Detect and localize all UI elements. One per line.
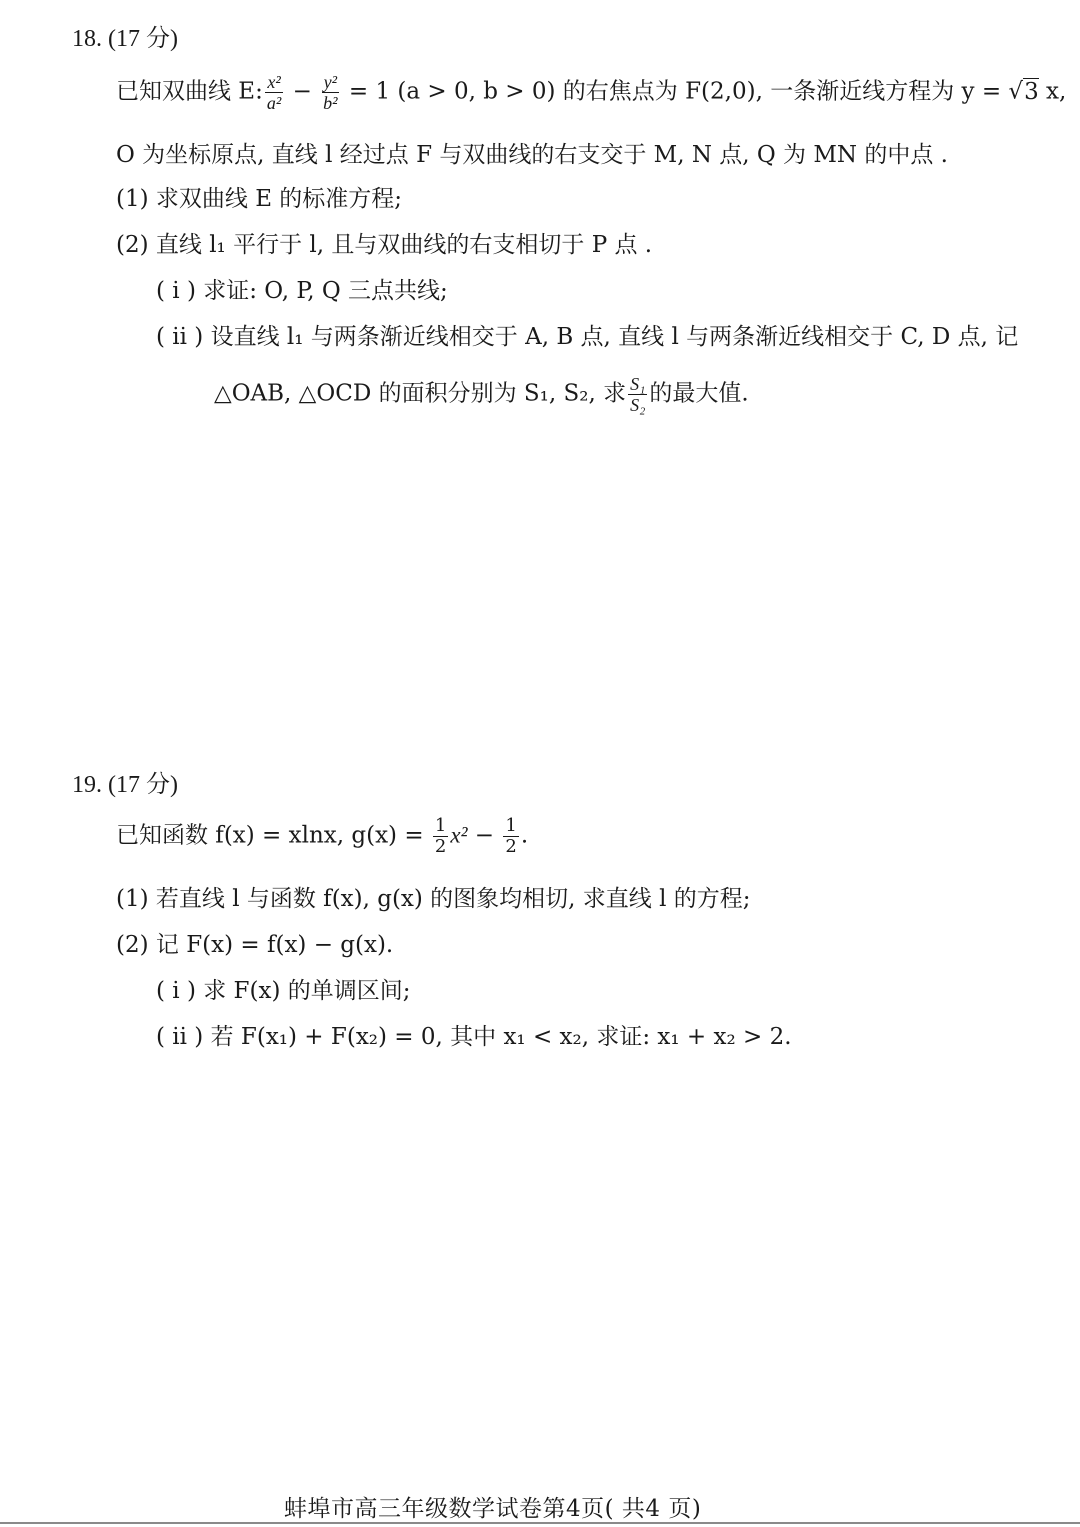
q19-intro (116, 816, 528, 857)
q19-intro-prefix: 已知函数 f(x) = xlnx, g(x) = (116, 822, 431, 849)
q19-minus: − (467, 822, 502, 849)
q18-minus: − (285, 78, 320, 105)
q19-half-2 (503, 816, 518, 857)
q18-intro-prefix: 已知双曲线 E: (116, 78, 263, 105)
q19-part1: (1) 若直线 l 与函数 f(x), g(x) 的图象均相切, 求直线 l 的方程; (116, 886, 751, 912)
q19-header: 19. (17 分) (72, 772, 178, 798)
q18-frac1-num: x² (267, 72, 281, 92)
q19-half2-den: 2 (505, 836, 517, 857)
q18-ratio-den: S₂ (630, 395, 646, 415)
q18-part2ii-cont (214, 374, 749, 415)
q18-frac1-den: a² (266, 93, 282, 113)
q18-header: 18. (17 分) (72, 26, 178, 52)
page-footer: 蚌埠市高三年级数学试卷第4页( 共4 页) (284, 1496, 702, 1522)
q18-part2i: ( ⅰ ) 求证: O, P, Q 三点共线; (156, 278, 448, 304)
q18-part1: (1) 求双曲线 E 的标准方程; (116, 186, 403, 212)
q18-part2ii-cont-prefix: △OAB, △OCD 的面积分别为 S₁, S₂, 求 (214, 380, 627, 407)
q18-intro-mid: = 1 (a > 0, b > 0) 的右焦点为 F(2,0), 一条渐近线方程为 y = (341, 78, 1009, 105)
q18-intro-end: x, (1038, 78, 1067, 105)
page-bottom-edge (0, 1522, 1080, 1524)
q18-part2ii-cont-suffix: 的最大值. (649, 380, 749, 407)
q19-part2i: ( ⅰ ) 求 F(x) 的单调区间; (156, 978, 411, 1004)
q18-intro (116, 72, 1066, 113)
q19-intro-end: . (520, 822, 529, 849)
q19-part2: (2) 记 F(x) = f(x) − g(x). (116, 932, 394, 958)
q19-part2ii: ( ⅱ ) 若 F(x₁) + F(x₂) = 0, 其中 x₁ < x₂, 求证: x₁ + x₂ > 2. (156, 1024, 792, 1050)
q19-half-num: 1 (434, 815, 447, 836)
q18-frac-y2-b2 (321, 72, 339, 113)
q18-ratio-num: S₁ (630, 374, 646, 394)
q19-half-den: 2 (434, 836, 447, 857)
q18-part2ii: ( ⅱ ) 设直线 l₁ 与两条渐近线相交于 A, B 点, 直线 l 与两条渐近线相交于 C, D 点, 记 (156, 324, 1019, 350)
q18-ratio (628, 374, 647, 415)
q19-x-sq: x² (450, 822, 468, 848)
q18-frac2-num: y² (323, 72, 338, 92)
q18-part2: (2) 直线 l₁ 平行于 l, 且与双曲线的右支相切于 P 点 . (116, 232, 653, 258)
q19-half2-num: 1 (505, 815, 517, 836)
q19-half-1 (433, 816, 448, 857)
q18-line2: O 为坐标原点, 直线 l 经过点 F 与双曲线的右支交于 M, N 点, Q 为 MN 的中点 . (116, 142, 948, 168)
q18-frac2-den: b² (323, 93, 338, 113)
q18-sqrt-arg: 3 (1024, 78, 1039, 105)
q18-frac-x2-a2 (265, 72, 283, 113)
sqrt-symbol: √ (1008, 78, 1024, 105)
